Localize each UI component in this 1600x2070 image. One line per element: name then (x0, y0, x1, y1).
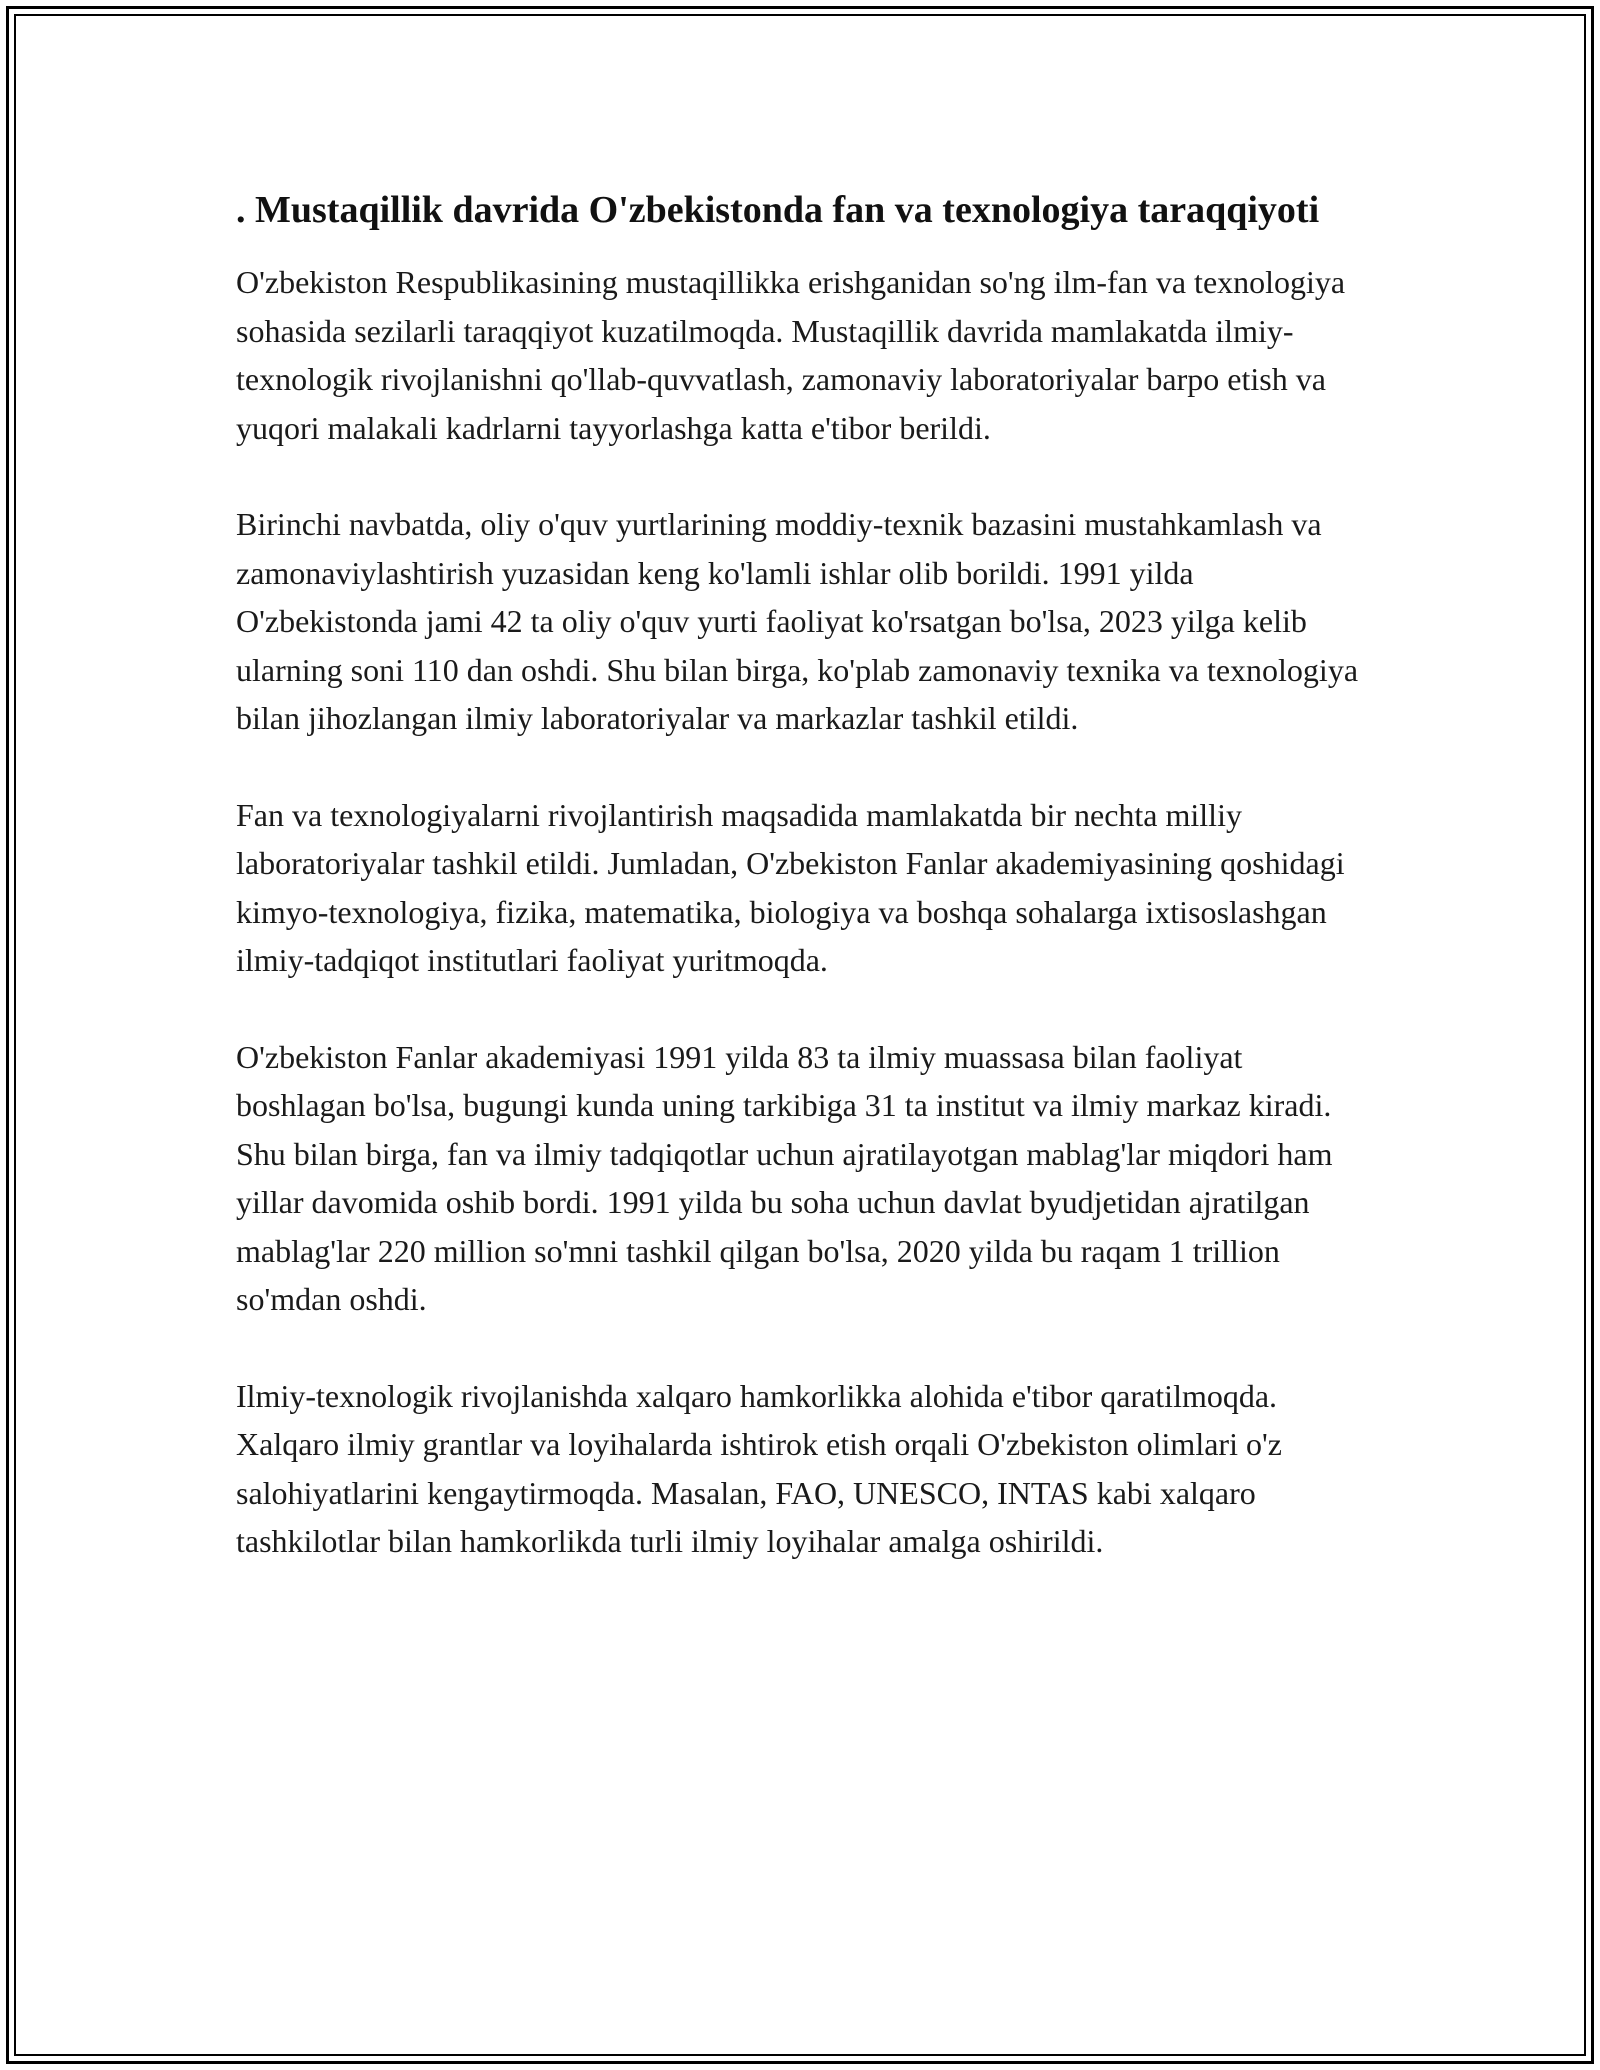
paragraph-universities: Birinchi navbatda, oliy o'quv yurtlarining moddiy-texnik bazasini mustahkamlash va zamonaviylashtirish yuzasidan keng ko'lamli ishlar olib borildi. 1991 yilda O'zbekistonda jami 42 ta oliy o'quv yurti faoliyat ko'rsatgan bo'lsa, 2023 yilga kelib ularning soni 110 dan oshdi. Shu bilan birga, ko'plab zamonaviy texnika va texnologiya bilan jihozlangan ilmiy laboratoriyalar va markazlar tashkil etildi. (236, 506, 1359, 736)
paragraph-national-laboratories: Fan va texnologiyalarni rivojlantirish maqsadida mamlakatda bir nechta milliy laboratoriyalar tashkil etildi. Jumladan, O'zbekiston Fanlar akademiyasining qoshidagi kimyo-texnologiya, fizika, matematika, biologiya va boshqa sohalarga ixtisoslashgan ilmiy-tadqiqot institutlari faoliyat yuritmoqda. (236, 796, 1345, 978)
paragraph-international-cooperation: Ilmiy-texnologik rivojlanishda xalqaro hamkorlikka alohida e'tibor qaratilmoqda. Xalqaro ilmiy grantlar va loyihalarda ishtirok etish orqali O'zbekiston olimlari o'z salohiyatlarini kengaytirmoqda. Masalan, FAO, UNESCO, INTAS kabi xalqaro tashkilotlar bilan hamkorlikda turli ilmiy loyihalar amalga oshirildi. (236, 1377, 1282, 1559)
paragraph-academy-funding: O'zbekiston Fanlar akademiyasi 1991 yilda 83 ta ilmiy muassasa bilan faoliyat boshlagan bo'lsa, bugungi kunda uning tarkibiga 31 ta institut va ilmiy markaz kiradi. Shu bilan birga, fan va ilmiy tadqiqotlar uchun ajratilayotgan mablag'lar miqdori ham yillar davomida oshib bordi. 1991 yilda bu soha uchun davlat byudjetidan ajratilgan mablag'lar 220 million so'mni tashkil qilgan bo'lsa, 2020 yilda bu raqam 1 trillion so'mdan oshdi. (236, 1038, 1333, 1317)
document-body (236, 186, 1366, 1614)
paragraph-intro: O'zbekiston Respublikasining mustaqillikka erishganidan so'ng ilm-fan va texnologiya sohasida sezilarli taraqqiyot kuzatilmoqda. Mustaqillik davrida mamlakatda ilmiy-texnologik rivojlanishni qo'llab-quvvatlash, zamonaviy laboratoriyalar barpo etish va yuqori malakali kadrlarni tayyorlashga katta e'tibor berildi. (236, 264, 1346, 446)
document-title: . Mustaqillik davrida O'zbekistonda fan va texnologiya taraqqiyoti (236, 189, 1320, 231)
